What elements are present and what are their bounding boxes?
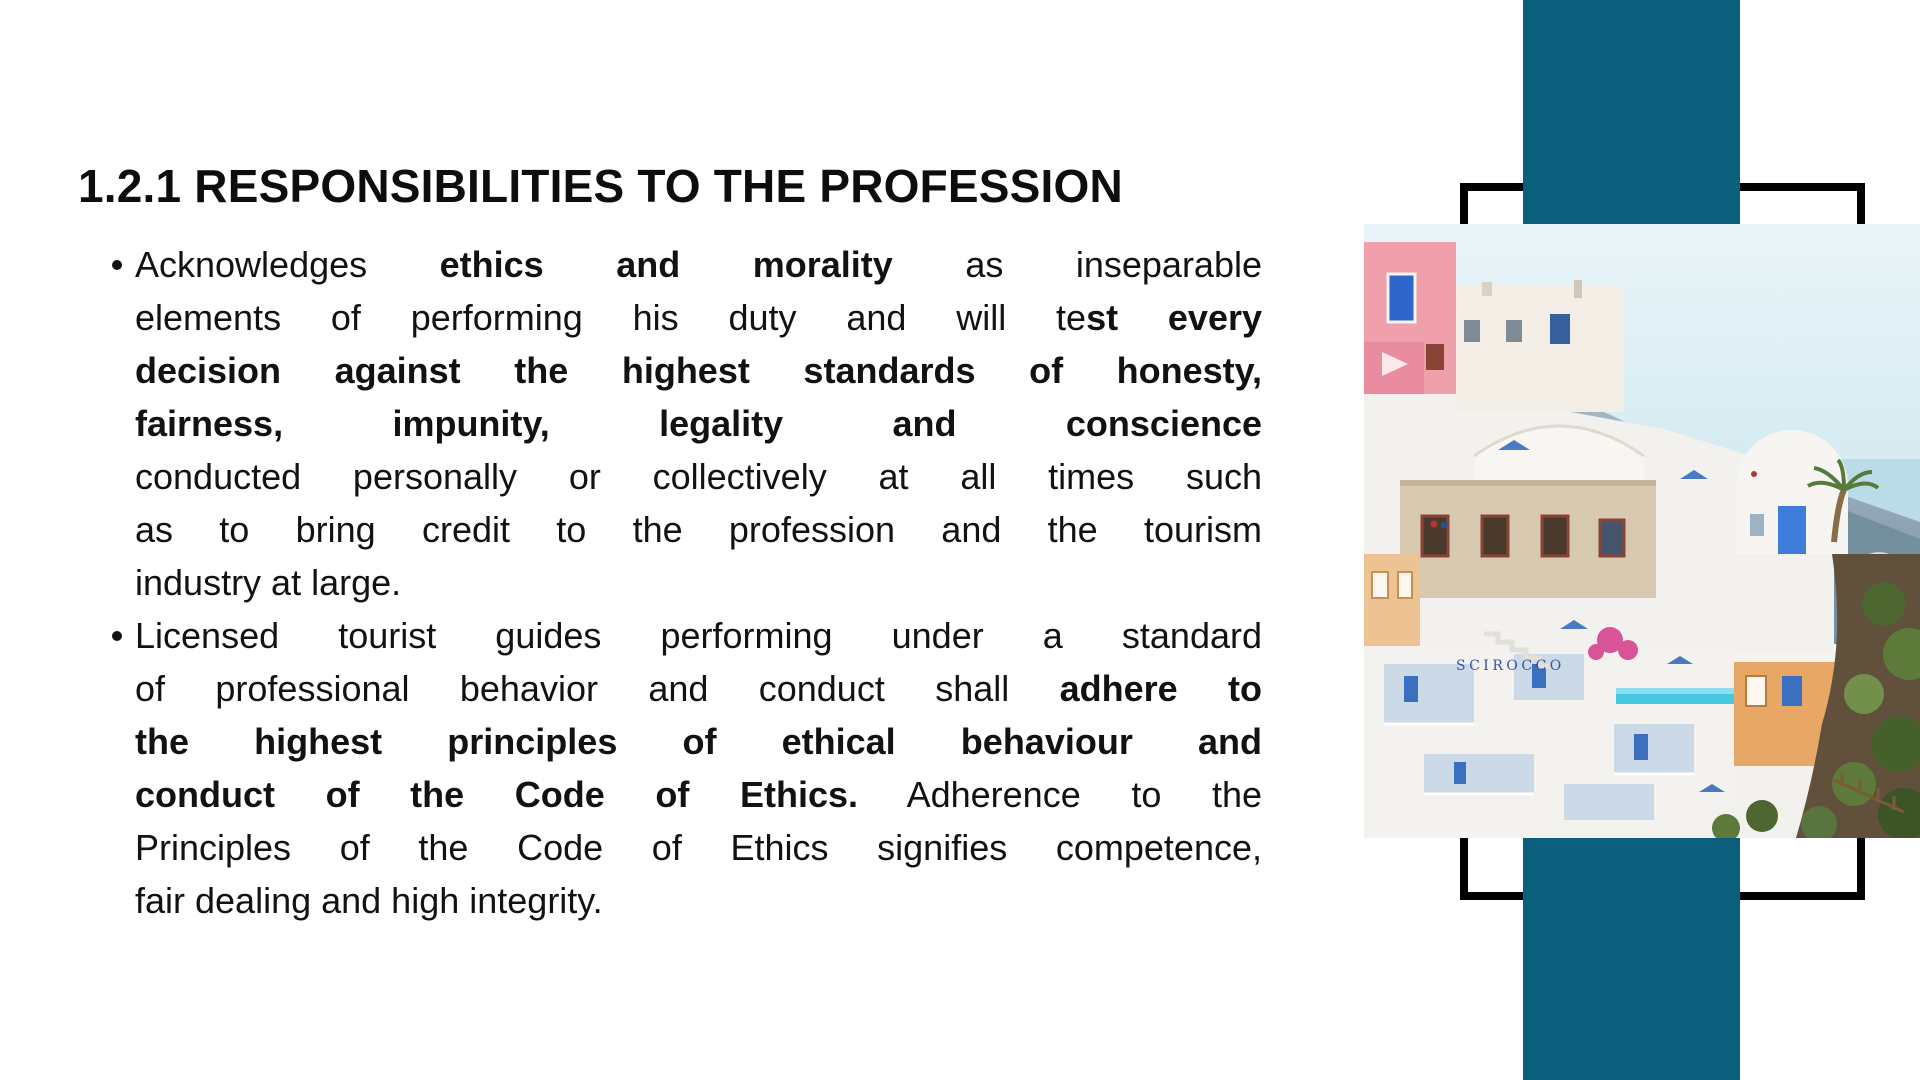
photo-cream-building bbox=[1456, 286, 1624, 412]
santorini-photo-art bbox=[1364, 224, 1920, 838]
text-line bbox=[135, 874, 1262, 927]
bold-text-segment: decision against the highest standards of honesty, bbox=[135, 350, 1262, 391]
text-segment: industry at large. bbox=[135, 562, 402, 603]
text-segment: Adherence to the bbox=[857, 774, 1262, 815]
photo-orange-building-blue-door bbox=[1782, 676, 1802, 706]
bold-text-segment: ethics and morality bbox=[439, 244, 893, 285]
santorini-photo bbox=[1364, 224, 1920, 838]
bullet-marker-icon bbox=[112, 609, 135, 927]
photo-blue-window bbox=[1550, 314, 1570, 344]
text-line bbox=[135, 821, 1262, 874]
text-segment: elements of performing his duty and will te bbox=[135, 297, 1087, 338]
text-line bbox=[135, 450, 1262, 503]
text-segment: Licensed tourist guides performing under a standard bbox=[135, 615, 1262, 656]
text-line bbox=[135, 344, 1262, 397]
bullet-list bbox=[112, 238, 1262, 927]
text-line bbox=[135, 556, 1262, 609]
text-line bbox=[135, 291, 1262, 344]
photo-sign-text: SCIROCCO bbox=[1456, 658, 1565, 674]
photo-blue-shutter-window bbox=[1388, 274, 1415, 322]
text-segment: Acknowledges bbox=[135, 244, 440, 285]
photo-brown-window bbox=[1426, 344, 1444, 370]
bold-text-segment: adhere to bbox=[1059, 668, 1262, 709]
bold-text-segment: st every bbox=[1086, 297, 1263, 338]
text-segment: of professional behavior and conduct shall bbox=[135, 668, 1060, 709]
bullet-item bbox=[112, 238, 1262, 609]
text-line bbox=[135, 238, 1262, 291]
bullet-text bbox=[135, 609, 1262, 927]
text-line bbox=[135, 662, 1262, 715]
photo-peach-building bbox=[1364, 554, 1420, 646]
text-segment: as inseparable bbox=[892, 244, 1262, 285]
text-segment: as to bring credit to the profession and the tourism bbox=[135, 509, 1262, 550]
text-line bbox=[135, 768, 1262, 821]
bold-text-segment: fairness, impunity, legality and conscience bbox=[135, 403, 1262, 444]
text-segment: Principles of the Code of Ethics signifies competence, bbox=[135, 827, 1262, 868]
page-title: 1.2.1 RESPONSIBILITIES TO THE PROFESSION bbox=[78, 159, 1123, 212]
bullet-item bbox=[112, 609, 1262, 927]
bold-text-segment: the highest principles of ethical behaviour and bbox=[135, 721, 1262, 762]
photo-blue-church-door bbox=[1778, 506, 1806, 554]
text-line bbox=[135, 609, 1262, 662]
text-segment: conducted personally or collectively at all times such bbox=[135, 456, 1262, 497]
text-line bbox=[135, 397, 1262, 450]
bullet-marker-icon bbox=[112, 238, 135, 609]
text-line bbox=[135, 503, 1262, 556]
bullet-text bbox=[135, 238, 1262, 609]
text-segment: fair dealing and high integrity. bbox=[135, 880, 603, 921]
text-line bbox=[135, 715, 1262, 768]
bold-text-segment: conduct of the Code of Ethics. bbox=[135, 774, 858, 815]
